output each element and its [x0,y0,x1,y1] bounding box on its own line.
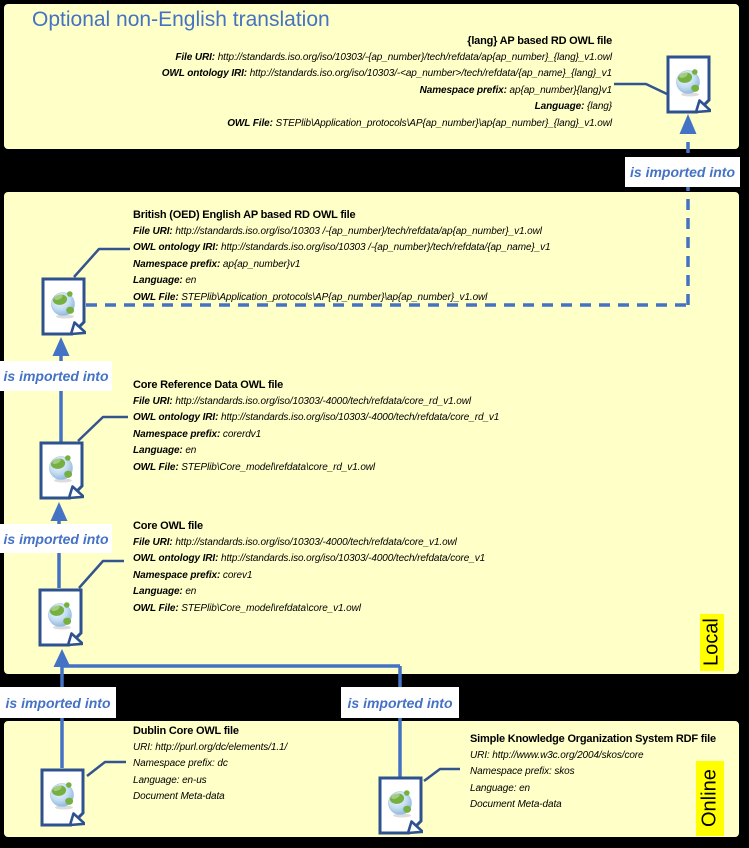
block-title: British (OED) English AP based RD OWL file [133,209,356,221]
detail-line: Document Meta-data [470,799,562,810]
owl-file-icon-core [38,588,83,647]
detail-line: OWL ontology IRI: http://standards.iso.org/iso/10303/-4000/tech/refdata/core_v1 [133,553,486,564]
detail-line: OWL ontology IRI: http://standards.iso.org/iso/10303/-4000/tech/refdata/core_rd_v1 [133,412,500,423]
block-title: {lang} AP based RD OWL file [467,35,612,47]
leader-dublin [87,762,126,776]
import-label: is imported into [625,157,740,187]
detail-line: URI: http://purl.org/dc/elements/1.1/ [133,741,288,753]
owl-file-icon-lang [666,55,711,114]
side-label-local: Local [700,614,724,671]
detail-line: Language: en [470,782,530,794]
owl-file-icon-dublin-core [40,768,85,827]
detail-line: Language: en [133,275,197,286]
owl-file-icon-core-rd [39,441,84,500]
block-title: Core Reference Data OWL file [133,379,284,391]
detail-line: OWL ontology IRI: http://standards.iso.org/iso/10303/-<ap_number>/tech/refdata/{ap_name}_{lang}_v1 [161,68,612,79]
owl-file-icon-british [41,277,86,336]
detail-line: Namespace prefix: corev1 [133,569,253,581]
rdf-file-icon-skos [378,776,423,835]
globe-document-icon [41,277,86,336]
globe-document-icon [40,768,85,827]
detail-line: File URI: http://standards.iso.org/iso/10303 /-{ap_number}/tech/refdata/ap{ap_number}_v1.owl [133,225,542,237]
globe-document-icon [38,588,83,647]
detail-line: OWL File: STEPlib\Application_protocols\AP{ap_number}\ap{ap_number}_{lang}_v1.owl [227,117,612,129]
detail-line: OWL File: STEPlib\Application_protocols\AP{ap_number}\ap{ap_number}_v1.owl [133,291,488,303]
detail-line: Language: en [133,586,197,597]
block-title: Simple Knowledge Organization System RDF file [470,733,716,745]
block-title: Core OWL file [133,520,203,532]
side-label-online: Online [696,761,724,836]
detail-line: OWL File: STEPlib\Core_model\refdata\core_v1.owl [133,602,361,614]
detail-line: Document Meta-data [133,791,225,802]
detail-line: File URI: http://standards.iso.org/iso/10303/-4000/tech/refdata/core_rd_v1.owl [133,395,471,407]
detail-line: Language: en-us [133,774,207,786]
leader-skos [424,769,460,781]
detail-line: OWL ontology IRI: http://standards.iso.org/iso/10303 /-{ap_number}/tech/refdata/{ap_name}_v1 [133,242,551,253]
detail-line: OWL File: STEPlib\Core_model\refdata\core_rd_v1.owl [133,461,376,473]
detail-line: Namespace prefix: ap{ap_number}v1 [133,258,301,270]
detail-line: File URI: http://standards.iso.org/iso/10303/-4000/tech/refdata/core_v1.owl [133,536,457,548]
leader-lines [74,84,667,781]
globe-document-icon [39,441,84,500]
detail-line: Language: en [133,445,197,456]
import-label: is imported into [0,361,112,391]
leader-core [79,561,124,588]
detail-line: Namespace prefix: ap{ap_number}{lang}v1 [419,84,612,96]
leader-corerd [78,417,128,441]
detail-line: Namespace prefix: corerdv1 [133,428,262,440]
globe-document-icon [378,776,423,835]
import-label: is imported into [0,524,112,553]
leader-lang [614,84,667,94]
detail-line: File URI: http://standards.iso.org/iso/10303/-{ap_number}/tech/refdata/ap{ap_number}_{lang}_v1.owl [175,51,612,63]
detail-line: Language: {lang} [534,101,612,112]
block-title: Dublin Core OWL file [133,725,239,737]
import-label: is imported into [341,687,459,718]
page-title: Optional non-English translation [32,8,330,31]
globe-document-icon [666,55,711,114]
import-label: is imported into [0,687,116,718]
detail-line: Namespace prefix: dc [133,758,228,769]
detail-line: Namespace prefix: skos [470,766,575,777]
leader-british [74,249,130,277]
detail-line: URI: http://www.w3c.org/2004/skos/core [470,749,644,761]
import-arrow-british-to-lang [86,114,697,305]
